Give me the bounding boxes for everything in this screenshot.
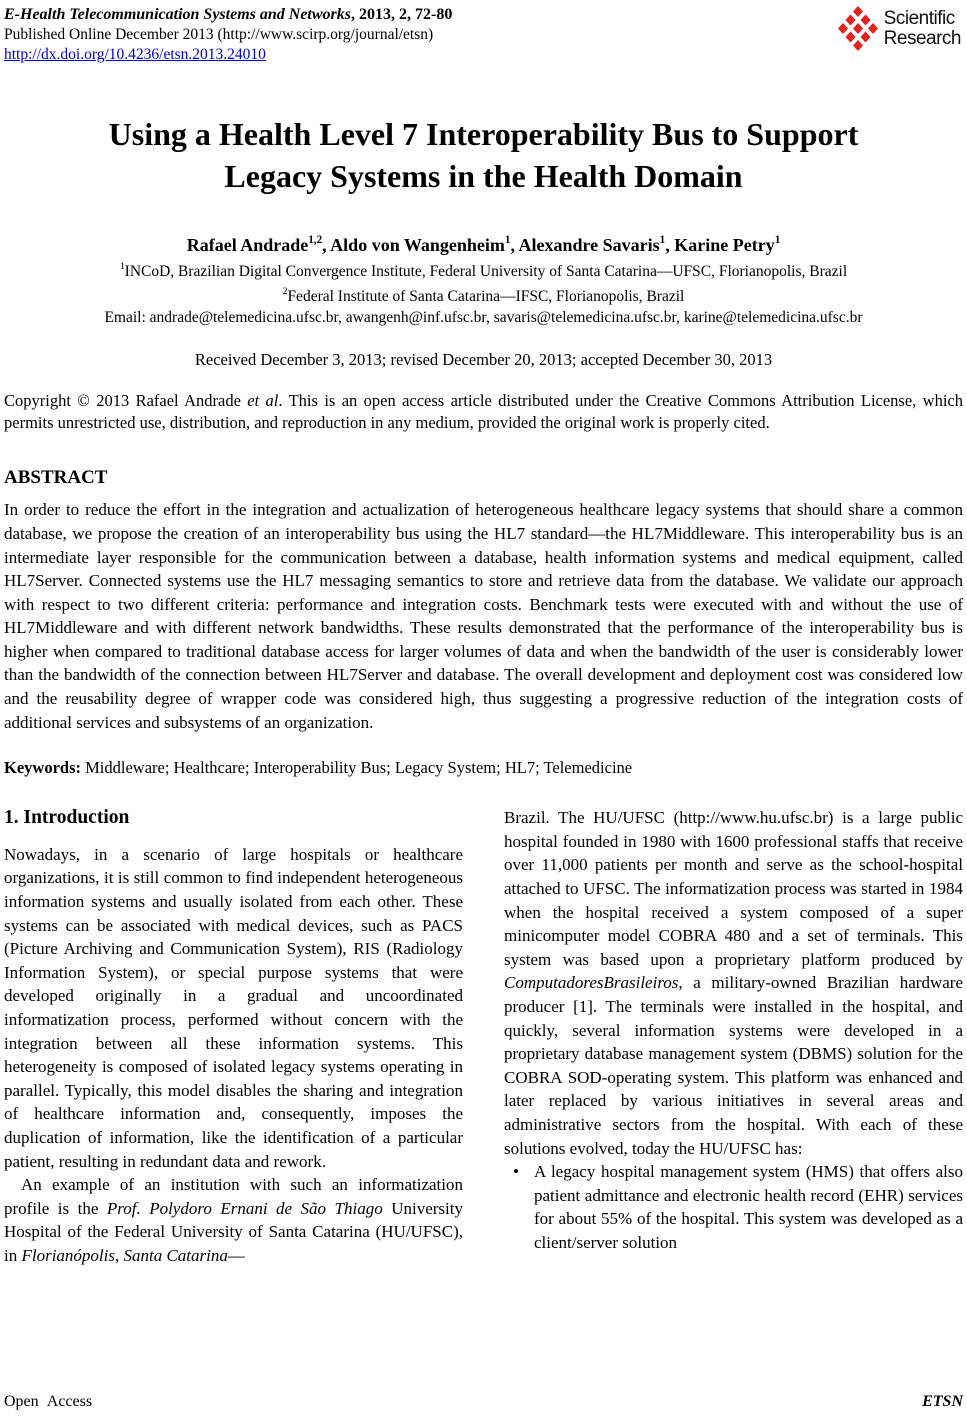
title-line-2: Legacy Systems in the Health Domain bbox=[224, 158, 743, 194]
logo-word-1: Scientific bbox=[883, 8, 955, 29]
author-affil-sup: 1,2 bbox=[308, 234, 323, 246]
page-header bbox=[0, 0, 967, 65]
logo-word-2: Research bbox=[883, 28, 961, 49]
scientific-research-logo bbox=[837, 5, 963, 53]
section-heading-introduction: 1. Introduction bbox=[4, 807, 130, 829]
title-line-1: Using a Health Level 7 Interoperability Bus to Support bbox=[108, 116, 859, 152]
intro-paragraph-3: Brazil. The HU/UFSC (http://www.hu.ufsc.br) is a large public hospital founded in 1980 with 1600 professional staffs that receive over 11,000 patients per month and serve as the school-hospital attached to UFSC. The informatization process was started in 1984 when the hospital received a system composed of a super minicomputer model COBRA 480 and a set of terminals. This system was based upon a proprietary platform produced by ComputadoresBrasileiros, a military-owned Brazilian hardware producer [1]. The terminals were installed in the hospital, and quickly, several information systems were developed in a proprietary database management system (DBMS) solution for the COBRA SOD-operating system. This platform was enhanced and later replaced by various initiatives in several areas and administrative sectors from the hospital. With each of these solutions evolved, today the HU/UFSC has: bbox=[504, 808, 963, 1158]
open-access-label: Open Access bbox=[4, 1393, 93, 1410]
affiliation-1: $^1$INCoD, Brazilian Digital Convergence Institute, Federal University of Santa Catarina—UFSC, Florianopolis, Brazil bbox=[119, 261, 848, 281]
copyright-notice: Copyright © 2013 Rafael Andrade et al. This is an open access article distributed under the Creative Commons Attribution License, which permits unrestricted use, distribution, and reproduction in any medium, provided the original work is properly cited. bbox=[4, 391, 964, 433]
page-footer bbox=[4, 1393, 963, 1411]
keywords-label: Keywords: bbox=[4, 758, 81, 778]
journal-meta: , 2013, 2, 72-80 bbox=[350, 6, 453, 23]
body-columns bbox=[0, 806, 967, 1267]
email-line: Email: andrade@telemedicina.ufsc.br, awangenh@inf.ufsc.br, savaris@telemedicina.ufsc.br, karine@telemedicina.ufsc.br bbox=[104, 309, 863, 327]
affiliation-2: $^2$Federal Institute of Santa Catarina—IFSC, Florianopolis, Brazil bbox=[282, 286, 685, 306]
intro-paragraph-2: An example of an institution with such an informatization profile is the Prof. Polydoro Ernani de São Thiago University Hospital of the Federal University of Santa Catarina (HU/UFSC), in Florianópolis, Santa Catarina— bbox=[4, 1175, 463, 1265]
author-affil-sup: 1 bbox=[659, 234, 666, 246]
author-affil-sup: 1 bbox=[504, 234, 511, 246]
page-title bbox=[0, 113, 967, 197]
doi-link[interactable]: http://dx.doi.org/10.4236/etsn.2013.24010 bbox=[4, 46, 266, 63]
bullet-icon: • bbox=[513, 1162, 519, 1182]
left-column bbox=[4, 806, 463, 1267]
published-online-line: Published Online December 2013 (http://www.scirp.org/journal/etsn) bbox=[4, 26, 434, 43]
intro-paragraph-1: Nowadays, in a scenario of large hospitals or healthcare organizations, it is still common to find independent heterogeneous information systems and usually isolated from each other. These systems can be associated with medical devices, such as PACS (Picture Archiving and Communication System), RIS (Radiology Information System), or special purpose systems that were developed originally in a gradual and uncoordinated informatization process, performed without concern with the integration between all these information systems. This heterogeneity is composed of isolated legacy systems operating in parallel. Typically, this model disables the sharing and integration of healthcare information and, consequently, imposes the duplication of information, like the identification of a particular patient, resulting in redundant data and rework. bbox=[4, 844, 463, 1171]
authors-line bbox=[0, 230, 967, 257]
journal-info bbox=[4, 5, 452, 65]
keywords-line bbox=[0, 757, 967, 779]
journal-abbreviation: ETSN bbox=[922, 1393, 963, 1410]
right-column bbox=[504, 806, 963, 1267]
author: , Alexandre Savaris$^1$ bbox=[510, 234, 666, 255]
author: , Karine Petry$^1$ bbox=[665, 234, 781, 255]
abstract-body: In order to reduce the effort in the integration and actualization of heterogeneous healthcare legacy systems that should share a common database, we propose the creation of an interoperability bus using the HL7 standard—the HL7Middleware. This interoperability bus is an intermediate layer responsible for the communication between a database, health information systems and medical equipment, called HL7Server. Connected systems use the HL7 messaging semantics to store and retrieve data from the database. We validate our approach with respect to two different criteria: performance and integration costs. Benchmark tests were executed with and without the use of HL7Middleware and with different network bandwidths. These results demonstrated that the performance of the interoperability bus is higher when compared to traditional database access for larger volumes of data and when the bandwidth of the user is considerably lower than the bandwidth of the connection between HL7Server and database. The overall development and deployment cost was considered low and the reusability degree of wrapper code was considered high, thus suggesting a progressive reduction of the integration costs of additional services and subsystems of an organization. bbox=[4, 500, 963, 732]
journal-name: E-Health Telecommunication Systems and Networks bbox=[4, 6, 351, 23]
author: Rafael Andrade$^{1,2}$ bbox=[186, 234, 323, 255]
abstract-heading: ABSTRACT bbox=[4, 467, 108, 489]
keywords-list: Middleware; Healthcare; Interoperability Bus; Legacy System; HL7; Telemedicine bbox=[81, 758, 633, 778]
logo-text bbox=[884, 9, 961, 49]
author-affil-sup: 1 bbox=[774, 234, 781, 246]
bullet-list-item: • A legacy hospital management system (HMS) that offers also patient admittance and electronic health record (EHR) services for about 55% of the hospital. This system was developed as a client/server solution bbox=[513, 1162, 963, 1252]
received-line: Received December 3, 2013; revised December 20, 2013; accepted December 30, 2013 bbox=[194, 350, 773, 370]
diamond-cluster-icon bbox=[837, 5, 879, 53]
journal-citation-line bbox=[4, 5, 452, 25]
author: , Aldo von Wangenheim$^1$ bbox=[322, 234, 511, 255]
